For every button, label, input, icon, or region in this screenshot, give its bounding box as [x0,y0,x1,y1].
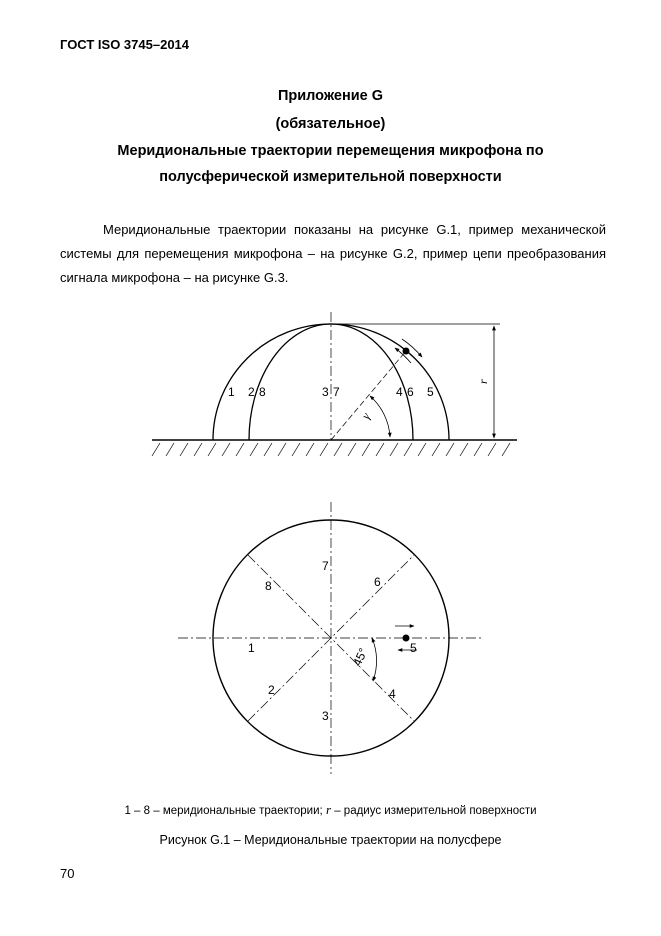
label-5: 5 [427,385,434,399]
angle-symbol: γ [358,410,373,422]
label-2: 2 [268,683,275,697]
label-8: 8 [265,579,272,593]
annex-status: (обязательное) [275,116,386,132]
radius-symbol: r [476,379,490,384]
annex-heading-line2: полусферической измерительной поверхности [159,169,502,185]
angle-arc [370,396,390,437]
label-1: 1 [248,641,255,655]
hemisphere-top-view [0,490,661,790]
label-4: 4 [389,687,396,701]
angle-arc-45 [372,638,377,681]
radius-line [331,351,406,440]
label-6: 6 [374,575,381,589]
label-7: 7 [322,559,329,573]
annex-title: Приложение G [277,88,384,104]
legend-symbol: r [325,802,331,817]
document-header: ГОСТ ISO 3745–2014 [60,37,190,52]
microphone-marker [403,635,410,642]
label-7: 7 [333,385,340,399]
label-3: 3 [322,709,329,723]
figure-caption: Рисунок G.1 – Меридиональные траектории на полусфере [159,833,502,847]
hemisphere-side-view [0,300,661,480]
ground-hatching [152,443,510,456]
label-5: 5 [410,641,417,655]
angle-label: 45° [350,645,371,669]
label-6: 6 [407,385,414,399]
intro-paragraph: Меридиональные траектории показаны на рисунке G.1, пример механической системы для перемещения микрофона – на рисунке G.2, пример цепи преобразования сигнала микрофона – на рисунке G.3. [60,222,606,285]
label-2: 2 [248,385,255,399]
label-8: 8 [259,385,266,399]
figure-legend: 1 – 8 – меридиональные траектории; r – радиус измерительной поверхности [124,802,537,817]
microphone-marker [403,348,410,355]
label-4: 4 [396,385,403,399]
label-1: 1 [228,385,235,399]
page-number: 70 [60,866,75,881]
annex-heading-line1: Меридиональные траектории перемещения микрофона по [117,143,544,159]
label-3: 3 [322,385,329,399]
